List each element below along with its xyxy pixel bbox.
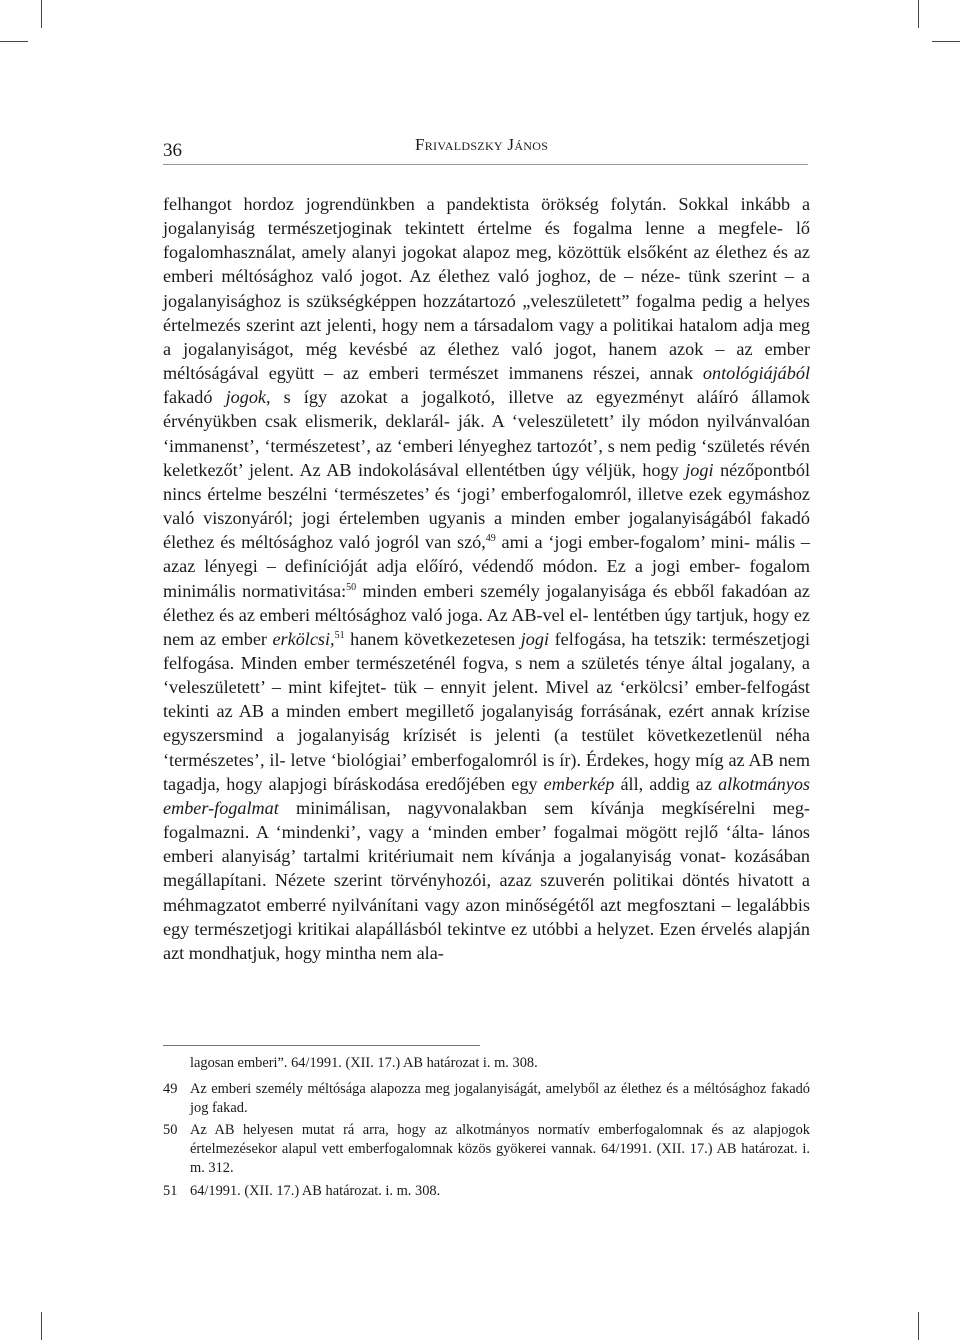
text-run: nézőpontból nincs értelme [163, 459, 810, 504]
text-line: kozásában megállapítani. Nézete szerint törvényhozói, azaz szuverén politikai [163, 846, 811, 891]
text-line: viszonyáról; jogi értelemben ugyanis a minden ember jogalanyiságából fakadó [203, 508, 810, 529]
text-line: felhangot hordoz jogrendünkben a pandektista örökség folytán. Sokkal inkább [163, 194, 791, 214]
text-line: beszélni ‘természetes’ és ‘jogi’ emberfogalomról, illetve ezek egymáshoz való [163, 483, 810, 529]
footnote-ref-50[interactable]: 50 [346, 581, 357, 593]
text-run: fakadó [163, 387, 226, 408]
text-line: ‘emberi lényeghez tartozót’, s nem pedig ‘születés révén keletkezőt’ jelent. Az [163, 435, 810, 480]
crop-mark-top-left-horizontal [0, 41, 28, 42]
text-line: tük – ennyit jelent. Mivel az ‘erkölcsi’ ember-felfogást tekinti az AB a minden [163, 677, 810, 722]
footnote-number: 51 [163, 1182, 178, 1199]
footnote-ref-51[interactable]: 51 [334, 629, 345, 641]
footnote-49 [163, 1080, 810, 1118]
crop-mark-bottom-left-vertical [41, 1312, 42, 1340]
text-line: utóbbi a helyzet. Ezen érvelés alapján azt mondhatjuk, hogy mintha nem ala- [163, 918, 810, 963]
text-run: minden emberi személy jogalanyisága és [356, 580, 668, 601]
text-line: letve ‘biológiai’ emberfogalomról is ír). Érdekes, hogy míg az AB nem tagadja, [163, 749, 811, 794]
text-line: tünk szerint – a jogalanyisághoz is szükségképpen hozzátartozó „veleszületett” [163, 266, 810, 311]
text-line: ják. A ‘veleszületett’ ily módon nyilvánvalóan ‘immanenst’, ‘természetest’, az [163, 411, 810, 456]
text-line: jogalanyiság krízisét is jelenti (a testület következetlenül néha ‘természetes’, il- [163, 725, 811, 770]
text-line: fogalma pedig a helyes értelmezés szerint azt jelenti, hogy nem a társadalom [163, 290, 810, 335]
crop-mark-bottom-right-vertical [918, 1312, 919, 1340]
text-line: mális – azaz lényegi – definícióját adja előíró, védendő módon. Ez a jogi ember- [163, 532, 811, 577]
text-run: áll, addig az [614, 773, 719, 794]
footnote-number: 49 [163, 1080, 178, 1097]
body-text [163, 192, 810, 965]
footnote-text: lagosan emberi”. 64/1991. (XII. 17.) AB határozat i. m. 308. [190, 1055, 538, 1071]
text-line: fogva, s nem a születés ténye által jogalany, a ‘veleszületett’ – mint kifejtet- [163, 652, 811, 698]
text-run: hanem következetesen [344, 628, 516, 649]
italic-run: jogok [225, 387, 266, 408]
text-line: a jogalanyiság természetjoginak tekintett értelme és fogalma lenne a megfele- [163, 194, 811, 239]
text-run: AB indokolásával ellentétben úgy véljük, hogy [326, 459, 686, 480]
text-line: fogalmazni. A ‘mindenki’, vagy a ‘minden ember’ fogalmai mögött rejlő ‘álta- [163, 822, 765, 843]
footnotes [163, 1054, 810, 1205]
text-line: döntés hivatott a méhmagzatot emberré nyilvánítani vagy azon minőségétől [163, 870, 811, 915]
italic-run: jogi [520, 628, 550, 649]
running-head-author: Frivaldszky János [415, 135, 549, 154]
italic-run: ontológiájából [702, 363, 811, 384]
italic-run: jogi [685, 459, 714, 480]
body-paragraph [163, 192, 810, 965]
crop-mark-top-left-vertical [41, 0, 42, 28]
text-line: ebből fakadóan az élethez és az emberi méltósághoz való joga. Az AB-vel el- [163, 580, 811, 625]
crop-mark-top-right-horizontal [932, 41, 960, 42]
text-line: lános emberi alanyiság’ tartalmi kritériumait nem kívánja a jogalanyiság vonat- [163, 822, 810, 867]
crop-mark-top-right-vertical [918, 0, 919, 28]
text-line: vagy a politikai hatalom adja meg a jogalanyiságot, még kevésbé az élethez [163, 314, 810, 359]
footnote-text: Az emberi személy méltósága alapozza meg jogalanyiságát, amelyből az élethez és a méltósághoz fakadó jog fakad. [190, 1080, 810, 1116]
footnote-number: 50 [163, 1122, 178, 1139]
text-run: minimálisan, nagyvonalakban sem kívánja megkísérelni meg- [278, 797, 810, 818]
text-run: immanens részei, annak [508, 363, 703, 384]
italic-run: ember-fogalmat [163, 797, 279, 818]
page-header [163, 134, 808, 165]
text-run: fogalom minimális normativitása: [163, 556, 810, 601]
footnote-51 [163, 1182, 810, 1201]
text-run: élethez és méltósághoz való jogról van szó, [163, 532, 486, 553]
footnote-ref-49[interactable]: 49 [485, 533, 496, 545]
text-run: ami a ‘jogi ember-fogalom’ mini- [495, 532, 751, 553]
italic-run: emberkép [543, 773, 615, 794]
footnote-50 [163, 1121, 810, 1177]
text-line: lő fogalomhasználat, amely alanyi jogokat alapoz meg, közöttük elsőként az [163, 218, 810, 263]
footnote-text: Az AB helyesen mutat rá arra, hogy az alkotmányos normatív emberfogalomnak és az alapjogok értelmezésekor alapul vett emberfogalomnak közös gyökerei vannak. 64/1991. (XII. 17.) AB határozat. i. m. 312. [190, 1122, 810, 1176]
text-run: lentétben úgy tartjuk, hogy ez nem az ember [163, 604, 810, 649]
text-line: illetve az egyezményt aláíró államok érvényükben csak elismerik, deklarál- [163, 387, 810, 432]
text-line: azt megfosztani – legalábbis egy természetjogi kritikai alapállásból tekintve ez [163, 894, 811, 939]
text-line: élethez és az emberi méltósághoz való jogot. Az élethez való joghoz, de – néze- [163, 242, 810, 287]
text-line: való jogot, hanem azok – az ember méltóságával együtt – az emberi természet [163, 338, 811, 384]
footnote-separator [163, 1045, 480, 1046]
text-run: hogy alapjogi bíráskodása eredőjében egy [226, 773, 544, 794]
text-run: felfogása, ha tetszik: természetjogi felfogása. Minden ember természeténél [163, 628, 810, 673]
footnote-text: 64/1991. (XII. 17.) AB határozat. i. m. 308. [190, 1182, 441, 1199]
text-run: , s így azokat a jogalkotó, [266, 387, 496, 408]
page-number: 36 [163, 140, 182, 161]
footnote-continuation [163, 1054, 810, 1073]
italic-run: alkotmányos [718, 773, 811, 794]
text-line: embert megillető jogalanyiság forrásának, ezért annak krízise egyszersmind a [163, 701, 810, 746]
italic-run: erkölcsi, [272, 628, 335, 649]
